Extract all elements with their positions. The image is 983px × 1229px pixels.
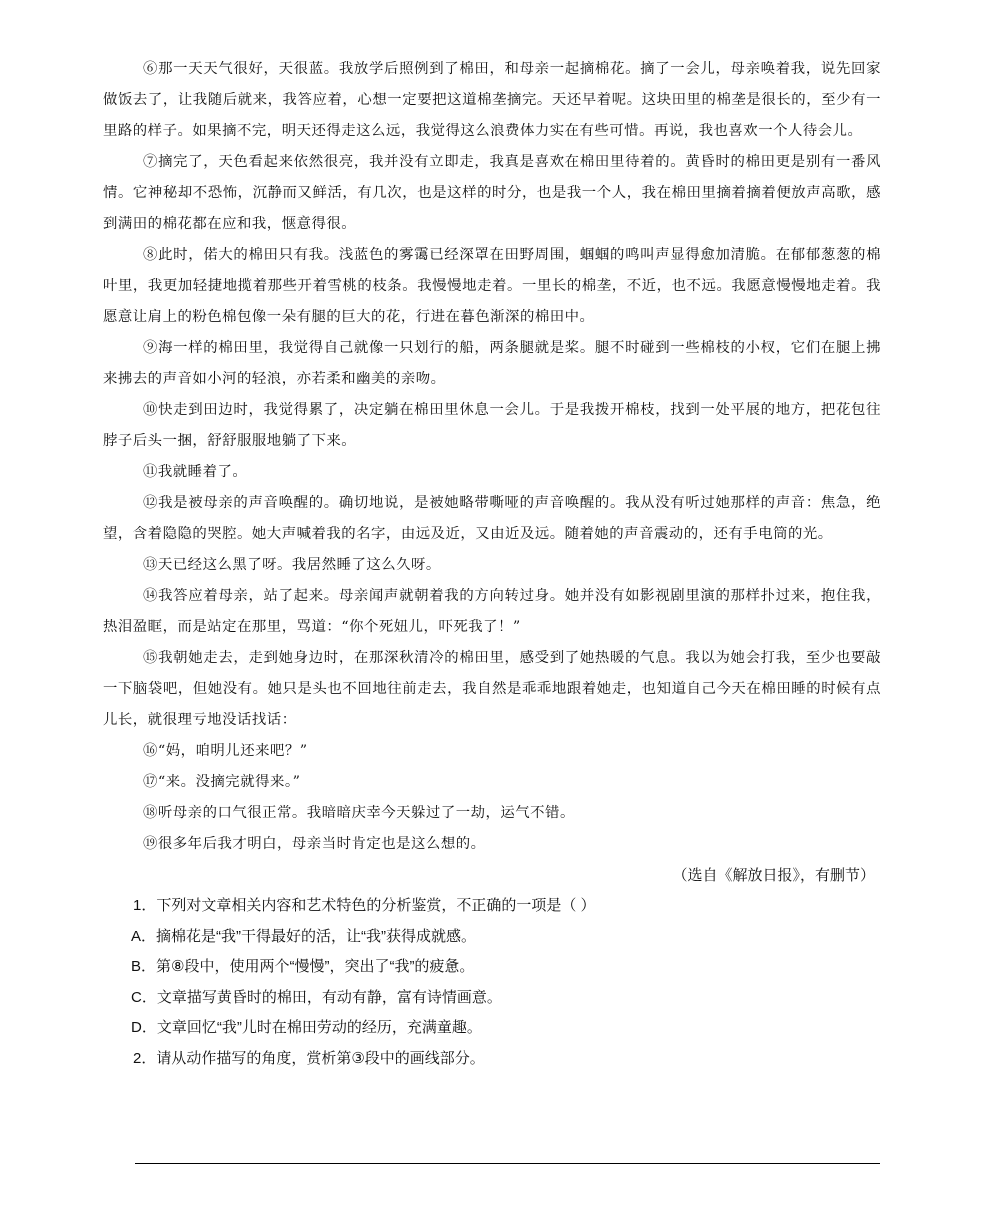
question-2: 2．请从动作描写的角度，赏析第③段中的画线部分。 — [133, 1049, 485, 1067]
option-a: A．摘棉花是“我”干得最好的活，让“我”获得成就感。 — [131, 927, 476, 945]
paragraph-9: ⑨海一样的棉田里，我觉得自己就像一只划行的船，两条腿就是桨。腿不时碰到一些棉枝的小杈，它们在腿上拂来拂去的声音如小河的轻浪，亦若柔和幽美的亲吻。 — [103, 340, 881, 387]
paragraph-8: ⑧此时，偌大的棉田只有我。浅蓝色的雾霭已经深罩在田野周围，蝈蝈的鸣叫声显得愈加清脆。在郁郁葱葱的棉叶里，我更加轻捷地揽着那些开着雪桃的枝条。我慢慢地走着。一里长的棉垄，不近，也不远。我愿意慢慢地走着。我愿意让肩上的粉色棉包像一朵有腿的巨大的花，行进在暮色渐深的棉田中。 — [103, 247, 881, 325]
paragraph-6: ⑥那一天天气很好，天很蓝。我放学后照例到了棉田，和母亲一起摘棉花。摘了一会儿，母亲唤着我，说先回家做饭去了，让我随后就来，我答应着，心想一定要把这道棉垄摘完。天还早着呢。这块田里的棉垄是很长的，至少有一里路的样子。如果摘不完，明天还得走这么远，我觉得这么浪费体力实在有些可惜。再说，我也喜欢一个人待会儿。 — [103, 61, 881, 139]
paragraph-14: ⑭我答应着母亲，站了起来。母亲闻声就朝着我的方向转过身。她并没有如影视剧里演的那样扑过来，抱住我，热泪盈眶，而是站定在那里，骂道：“你个死妞儿，吓死我了！” — [103, 588, 881, 635]
paragraph-19: ⑲很多年后我才明白，母亲当时肯定也是这么想的。 — [143, 836, 486, 852]
article-body — [103, 54, 881, 1074]
paragraph-11: ⑪我就睡着了。 — [143, 464, 248, 480]
paragraph-10: ⑩快走到田边时，我觉得累了，决定躺在棉田里休息一会儿。于是我拨开棉枝，找到一处平展的地方，把花包往脖子后头一捆，舒舒服服地躺了下来。 — [103, 402, 881, 449]
questions-section — [103, 891, 881, 1074]
paragraph-16: ⑯“妈，咱明儿还来吧？” — [143, 743, 308, 759]
answer-line — [135, 1163, 880, 1164]
question-1: 1．下列对文章相关内容和艺术特色的分析鉴赏，不正确的一项是（ ） — [133, 897, 596, 914]
paragraph-18: ⑱听母亲的口气很正常。我暗暗庆幸今天躲过了一劫，运气不错。 — [143, 805, 575, 821]
option-d: D．文章回忆“我”儿时在棉田劳动的经历，充满童趣。 — [131, 1019, 482, 1036]
option-c: C．文章描写黄昏时的棉田，有动有静，富有诗情画意。 — [131, 988, 502, 1006]
paragraph-15: ⑮我朝她走去，走到她身边时，在那深秋清冷的棉田里，感受到了她热暖的气息。我以为她会打我，至少也要敲一下脑袋吧，但她没有。她只是头也不回地往前走去，我自然是乖乖地跟着她走，也知道自己今天在棉田睡的时候有点儿长，就很理亏地没话找话： — [103, 650, 881, 728]
paragraph-17: ⑰“来。没摘完就得来。” — [143, 774, 301, 790]
source-citation: （选自《解放日报》，有删节） — [672, 867, 875, 884]
option-b: B．第⑧段中，使用两个“慢慢”，突出了“我”的疲惫。 — [131, 958, 475, 975]
paragraph-12: ⑫我是被母亲的声音唤醒的。确切地说，是被她略带嘶哑的声音唤醒的。我从没有听过她那样的声音：焦急，绝望，含着隐隐的哭腔。她大声喊着我的名字，由远及近，又由近及远。随着她的声音震动的，还有手电筒的光。 — [103, 495, 881, 542]
paragraph-7: ⑦摘完了，天色看起来依然很亮，我并没有立即走，我真是喜欢在棉田里待着的。黄昏时的棉田更是别有一番风情。它神秘却不恐怖，沉静而又鲜活，有几次，也是这样的时分，也是我一个人，我在棉田里摘着摘着便放声高歌，感到满田的棉花都在应和我，惬意得很。 — [103, 154, 881, 232]
paragraph-13: ⑬天已经这么黑了呀。我居然睡了这么久呀。 — [143, 557, 441, 573]
